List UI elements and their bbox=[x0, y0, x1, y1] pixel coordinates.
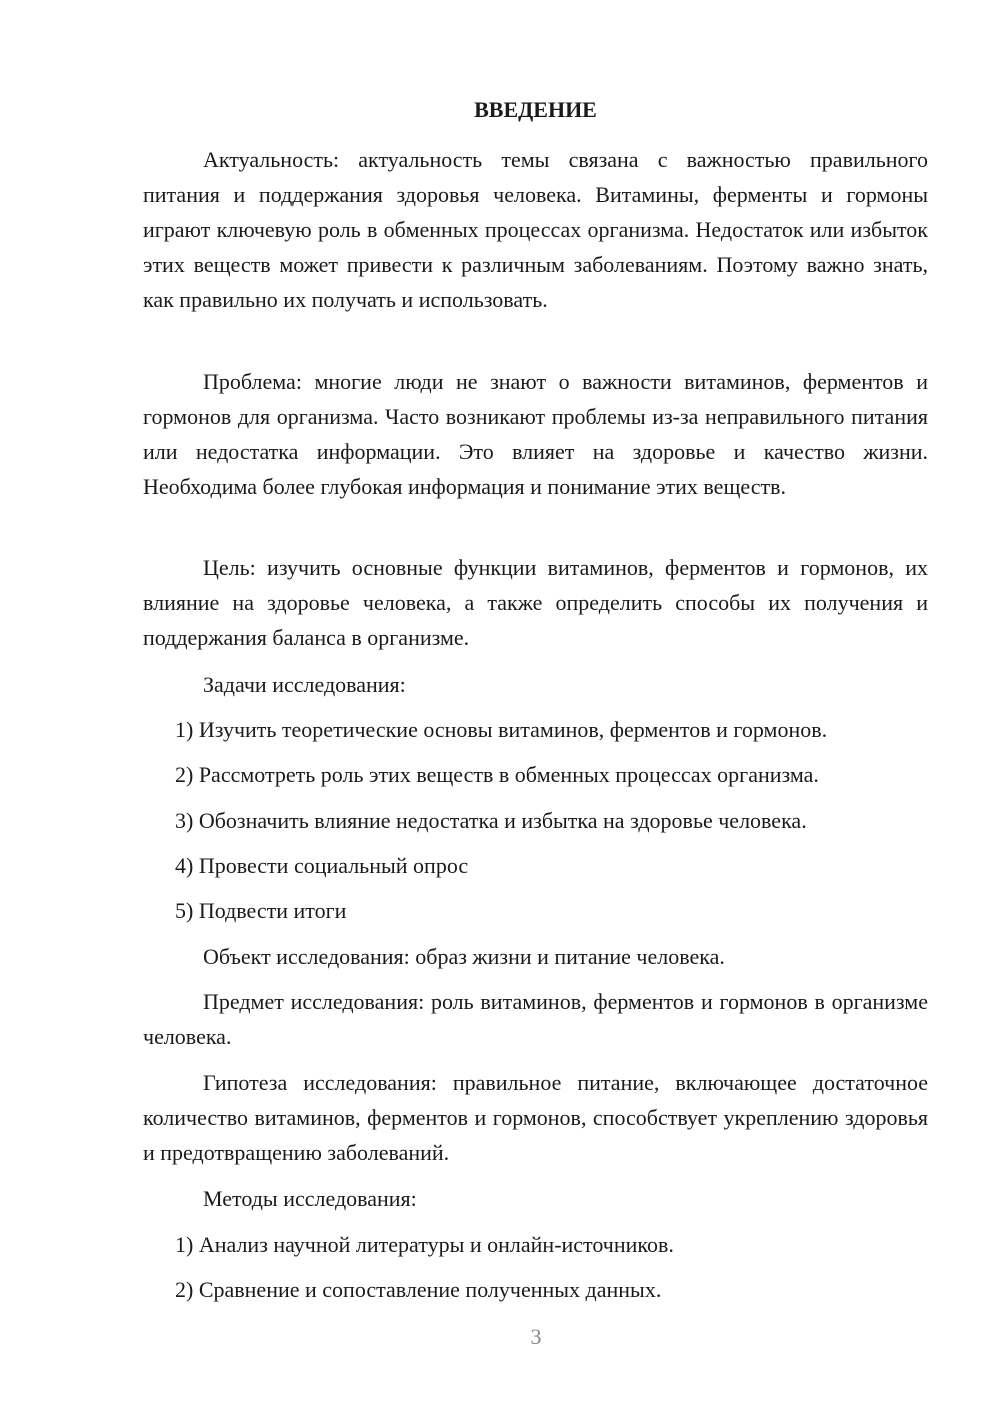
methods-heading: Методы исследования: bbox=[203, 1186, 417, 1211]
task-item: 1) Изучить теоретические основы витаминов, ферментов и гормонов. bbox=[175, 717, 828, 742]
subject-paragraph: Предмет исследования: роль витаминов, ферментов и гормонов в организме человека. bbox=[143, 989, 928, 1049]
method-item: 2) Сравнение и сопоставление полученных данных. bbox=[175, 1277, 662, 1302]
page-title: ВВЕДЕНИЕ bbox=[474, 97, 597, 122]
problem-paragraph: Проблема: многие люди не знают о важности витаминов, ферментов и гормонов для организма. Часто возникают проблемы из-за неправильного питания или недостатка информации. Это влияет на здоровье и качество жизни. Необходима более глубокая информация и понимание этих веществ. bbox=[143, 369, 928, 499]
object-paragraph: Объект исследования: образ жизни и питание человека. bbox=[203, 944, 725, 969]
hypothesis-paragraph: Гипотеза исследования: правильное питание, включающее достаточное количество витаминов, ферментов и гормонов, способствует укреплению здоровья и предотвращению заболеваний. bbox=[143, 1070, 928, 1165]
goal-paragraph: Цель: изучить основные функции витаминов, ферментов и гормонов, их влияние на здоровье человека, а также определить способы их получения и поддержания баланса в организме. bbox=[143, 555, 928, 650]
tasks-heading: Задачи исследования: bbox=[203, 672, 406, 697]
task-item: 5) Подвести итоги bbox=[175, 898, 347, 923]
page-number: 3 bbox=[530, 1324, 542, 1349]
task-item: 2) Рассмотреть роль этих веществ в обменных процессах организма. bbox=[175, 762, 819, 787]
task-item: 4) Провести социальный опрос bbox=[175, 853, 469, 878]
task-item: 3) Обозначить влияние недостатка и избытка на здоровье человека. bbox=[175, 808, 807, 833]
relevance-paragraph: Актуальность: актуальность темы связана с важностью правильного питания и поддержания здоровья человека. Витамины, ферменты и гормоны играют ключевую роль в обменных процессах организма. Недостаток или избыток этих веществ может привести к различным заболеваниям. Поэтому важно знать, как правильно их получать и использовать. bbox=[143, 147, 928, 312]
method-item: 1) Анализ научной литературы и онлайн-источников. bbox=[175, 1232, 674, 1257]
